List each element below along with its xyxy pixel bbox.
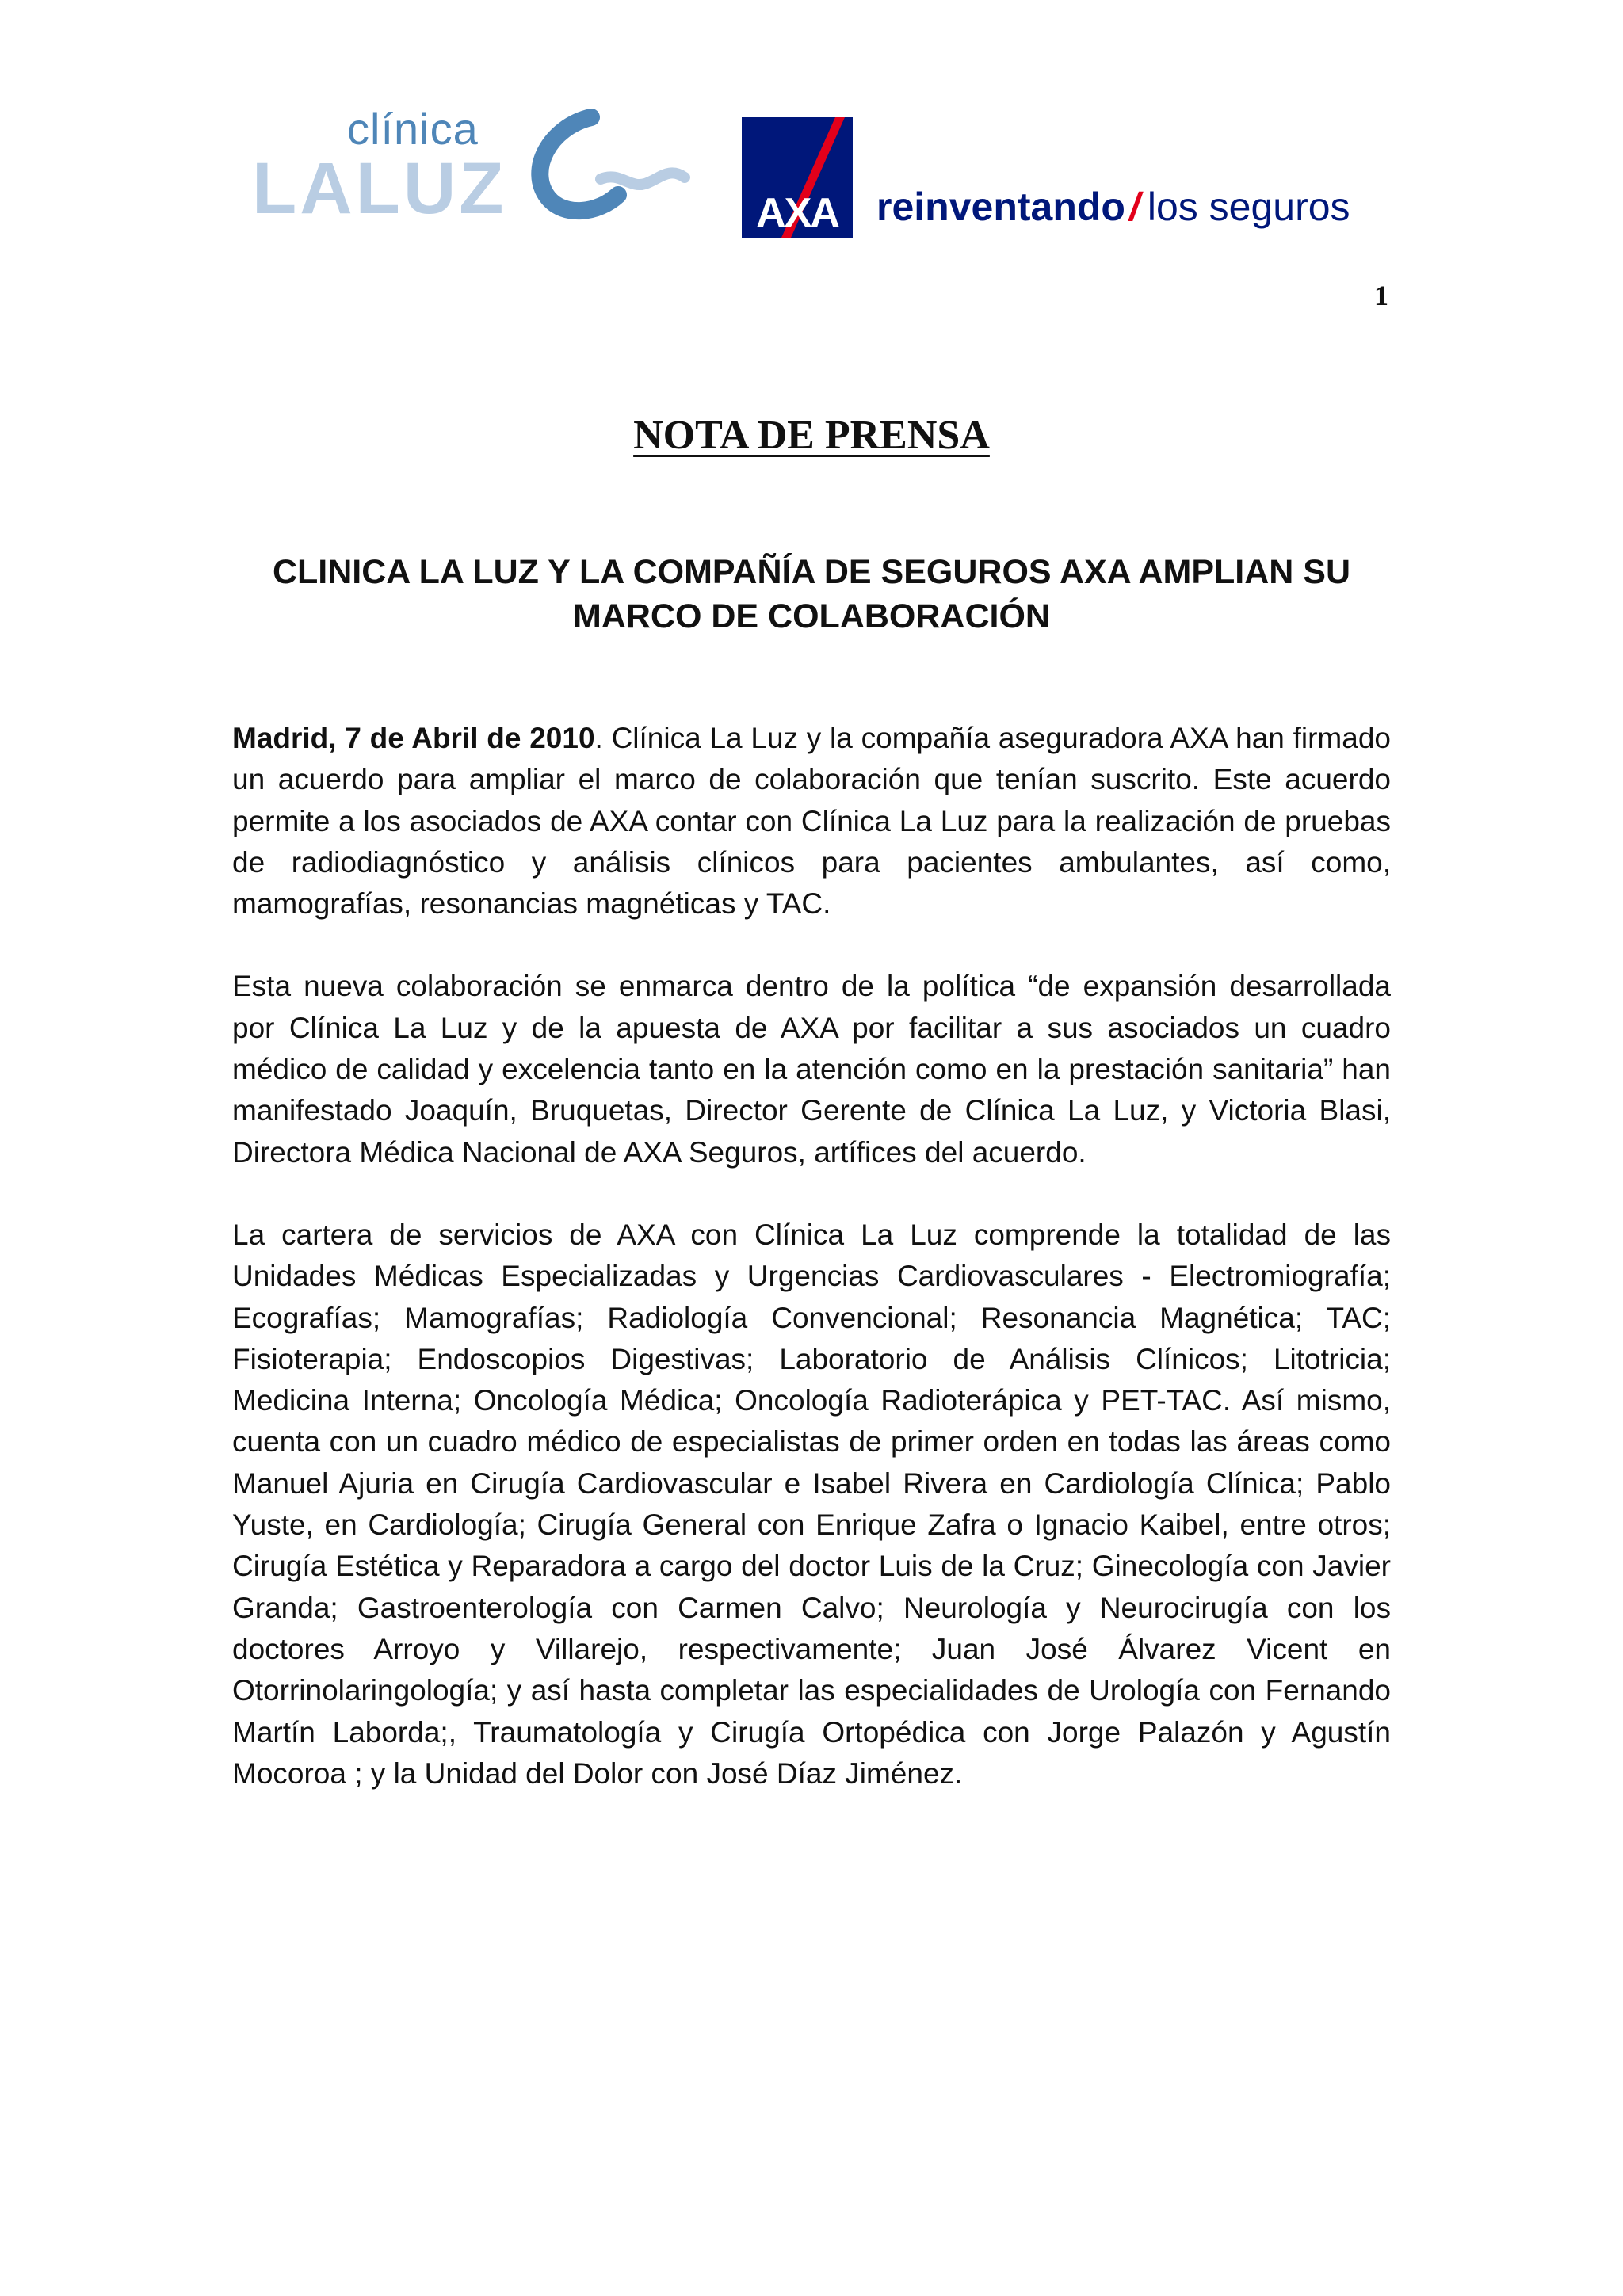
axa-tagline [876, 184, 1350, 230]
paragraph-3: La cartera de servicios de AXA con Clínica La Luz comprende la totalidad de las Unidades Médicas Especializadas y Urgencias Cardiovasculares - Electromiografía; Ecografías; Mamografías; Radiología Convencional; Resonancia Magnética; TAC; Fisioterapia; Endoscopios Digestivas; Laboratorio de Análisis Clínicos; Litotricia; Medicina Interna; Oncología Médica; Oncología Radioterápica y PET-TAC. Así mismo, cuenta con un cuadro médico de especialistas de primer orden en todas las áreas como Manuel Ajuria en Cirugía Cardiovascular e Isabel Rivera en Cardiología Clínica; Pablo Yuste, en Cardiología; Cirugía General con Enrique Zafra o Ignacio Kaibel, entre otros; Cirugía Estética y Reparadora a cargo del doctor Luis de la Cruz; Ginecología con Javier Granda; Gastroenterología con Carmen Calvo; Neurología y Neurocirugía con los doctores Arroyo y Villarejo, respectivamente; Juan José Álvarez Vicent en Otorrinolaringología; y así hasta completar las especialidades de Urología con Fernando Martín Laborda;, Traumatología y Cirugía Ortopédica con Jorge Palazón y Agustín Mocoroa ; y la Unidad del Dolor con José Díaz Jiménez. [232, 1218, 1391, 1790]
page-number: 1 [1374, 280, 1388, 311]
clinica-la-luz-logo [252, 95, 696, 254]
axa-logo-text: AXA [756, 190, 838, 236]
tagline-part1: reinventando [876, 185, 1125, 229]
axa-logo [742, 117, 853, 238]
press-release-headline: CLINICA LA LUZ Y LA COMPAÑÍA DE SEGUROS AXA AMPLIAN SU MARCO DE COLABORACIÓN [272, 553, 1351, 635]
tagline-slash: / [1126, 185, 1145, 229]
press-release-body [232, 718, 1391, 1836]
clinica-logo-line1: clínica [347, 104, 479, 154]
clinica-logo-line2: LALUZ [252, 148, 507, 229]
tagline-part2: los seguros [1147, 185, 1350, 229]
clinica-swoosh-icon [518, 95, 693, 230]
paragraph-1 [232, 718, 1391, 925]
axa-logo-icon [742, 117, 853, 238]
dateline: Madrid, 7 de Abril de 2010 [232, 722, 595, 754]
document-type-heading: NOTA DE PRENSA [633, 413, 990, 458]
paragraph-2: Esta nueva colaboración se enmarca dentro de la política “de expansión desarrollada por Clínica La Luz y de la apuesta de AXA por facilitar a sus asociados un cuadro médico de calidad y excelencia tanto en la atención como en la prestación sanitaria” han manifestado Joaquín, Bruquetas, Director Gerente de Clínica La Luz, y Victoria Blasi, Directora Médica Nacional de AXA Seguros, artífices del acuerdo. [232, 970, 1391, 1169]
paragraph-1-text: . Clínica La Luz y la compañía aseguradora AXA han firmado un acuerdo para ampliar el marco de colaboración que tenían suscrito. Este acuerdo permite a los asociados de AXA contar con Clínica La Luz para la realización de pruebas de radiodiagnóstico y análisis clínicos para pacientes ambulantes, así como, mamografías, resonancias magnéticas y TAC. [232, 722, 1391, 921]
